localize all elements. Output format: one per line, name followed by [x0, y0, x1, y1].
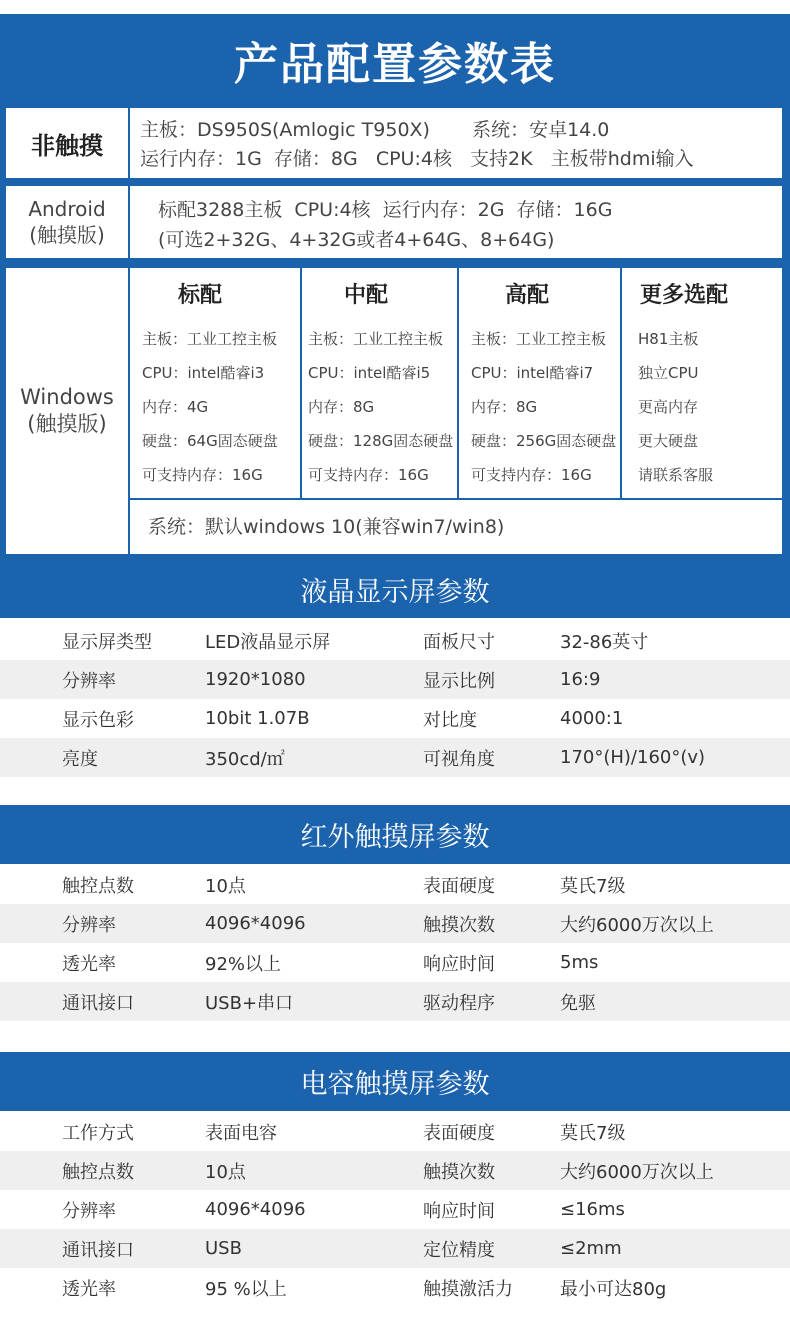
table-row — [0, 1229, 790, 1268]
spec-item: H81主板 — [638, 330, 699, 348]
param-name: 面板尺寸 — [423, 631, 495, 653]
android-label-name: Android — [28, 197, 106, 221]
param-value: 5ms — [560, 952, 599, 973]
param-value: 4096*4096 — [205, 1199, 306, 1220]
param-value: 莫氏7级 — [560, 1122, 626, 1144]
column-heading: 标配 — [178, 283, 223, 308]
param-value: USB+串口 — [205, 992, 294, 1014]
param-name: 响应时间 — [423, 1200, 495, 1222]
windows-high-column — [459, 268, 620, 498]
windows-more-options-column — [622, 268, 782, 498]
table-row — [0, 943, 790, 982]
param-value: 大约6000万次以上 — [560, 1161, 714, 1183]
table-row — [0, 1112, 790, 1151]
spec-item: 硬盘：128G固态硬盘 — [308, 432, 454, 450]
spec-item: 硬盘：64G固态硬盘 — [142, 432, 278, 450]
param-name: 显示比例 — [423, 670, 495, 692]
param-value: 170°(H)/160°(v) — [560, 747, 706, 768]
windows-system: 系统：默认windows 10(兼容win7/win8) — [130, 500, 782, 554]
table-row — [0, 738, 790, 777]
spec-item: CPU：intel酷睿i7 — [471, 364, 594, 382]
windows-label-name: Windows — [20, 385, 114, 409]
param-value: 1920*1080 — [205, 669, 306, 690]
param-value: 10点 — [205, 1161, 246, 1183]
param-name: 定位精度 — [423, 1239, 495, 1261]
param-value: USB — [205, 1238, 242, 1259]
param-value: 表面电容 — [205, 1122, 277, 1144]
param-name: 触摸次数 — [423, 914, 495, 936]
table-row — [0, 1190, 790, 1229]
spec-item: 独立CPU — [638, 364, 699, 382]
spec-item: 更高内存 — [638, 398, 699, 416]
spec-item: 请联系客服 — [638, 466, 714, 484]
param-name: 分辨率 — [62, 1200, 116, 1222]
param-value: 16:9 — [560, 669, 601, 690]
windows-standard-column — [130, 268, 300, 498]
param-value: 32-86英寸 — [560, 631, 649, 653]
android-label-version: (触摸版) — [29, 223, 105, 247]
non-touch-board: 主板：DS950S(Amlogic T950X) — [140, 119, 430, 141]
param-value: 最小可达80g — [560, 1278, 667, 1300]
non-touch-label: 非触摸 — [6, 108, 128, 178]
param-name: 响应时间 — [423, 953, 495, 975]
param-value: 10bit 1.07B — [205, 708, 310, 729]
column-heading: 高配 — [505, 283, 550, 308]
table-row — [0, 699, 790, 738]
param-name: 分辨率 — [62, 670, 116, 692]
param-name: 表面硬度 — [423, 1122, 495, 1144]
spec-item: 可支持内存：16G — [142, 466, 263, 484]
param-name: 透光率 — [62, 1278, 116, 1300]
table-row — [0, 904, 790, 943]
table-row — [0, 1151, 790, 1190]
capacitive-section-title: 电容触摸屏参数 — [0, 1052, 790, 1111]
column-heading: 更多选配 — [640, 283, 729, 308]
spec-item: 内存：4G — [142, 398, 209, 416]
non-touch-line-2: 运行内存：1G 存储：8G CPU:4核 支持2K 主板带hdmi输入 — [140, 148, 694, 170]
param-value: LED液晶显示屏 — [205, 631, 331, 653]
infrared-table — [0, 865, 790, 1021]
param-name: 亮度 — [62, 748, 98, 770]
table-row — [0, 865, 790, 904]
param-name: 对比度 — [423, 709, 477, 731]
param-value: 大约6000万次以上 — [560, 914, 714, 936]
infrared-section-title: 红外触摸屏参数 — [0, 805, 790, 864]
lcd-table — [0, 621, 790, 777]
spec-item: 主板：工业工控主板 — [471, 330, 607, 348]
spec-item: 可支持内存：16G — [308, 466, 429, 484]
param-value: 350cd/㎡ — [205, 748, 285, 770]
param-name: 可视角度 — [423, 748, 495, 770]
param-value: ≤2mm — [560, 1238, 622, 1259]
windows-mid-column — [302, 268, 457, 498]
android-line-1: 标配3288主板 CPU:4核 运行内存：2G 存储：16G — [158, 199, 613, 221]
windows-label-version: (触摸版) — [27, 412, 107, 436]
param-value: 92%以上 — [205, 953, 282, 975]
param-name: 显示屏类型 — [62, 631, 152, 653]
column-heading: 中配 — [344, 283, 389, 308]
param-name: 触控点数 — [62, 1161, 134, 1183]
page-title: 产品配置参数表 — [234, 39, 556, 90]
param-name: 通讯接口 — [62, 1239, 134, 1261]
android-specs — [130, 186, 782, 258]
table-row — [0, 982, 790, 1021]
non-touch-system: 系统：安卓14.0 — [472, 119, 610, 141]
table-row — [0, 660, 790, 699]
param-name: 通讯接口 — [62, 992, 134, 1014]
table-row — [0, 621, 790, 660]
spec-item: 内存：8G — [471, 398, 538, 416]
param-name: 表面硬度 — [423, 875, 495, 897]
param-name: 显示色彩 — [62, 709, 134, 731]
table-row — [0, 1268, 790, 1307]
param-value: 莫氏7级 — [560, 875, 626, 897]
param-value: 95 %以上 — [205, 1278, 287, 1300]
param-name: 触摸次数 — [423, 1161, 495, 1183]
non-touch-specs — [130, 108, 782, 178]
param-name: 驱动程序 — [423, 992, 495, 1014]
spec-item: 硬盘：256G固态硬盘 — [471, 432, 617, 450]
non-touch-line-1 — [140, 116, 782, 145]
param-value: 免驱 — [560, 992, 596, 1014]
param-name: 触控点数 — [62, 875, 134, 897]
param-value: ≤16ms — [560, 1199, 625, 1220]
param-name: 透光率 — [62, 953, 116, 975]
capacitive-table — [0, 1112, 790, 1307]
spec-item: CPU：intel酷睿i5 — [308, 364, 431, 382]
param-value: 4096*4096 — [205, 913, 306, 934]
spec-item: 可支持内存：16G — [471, 466, 592, 484]
spec-item: 主板：工业工控主板 — [142, 330, 278, 348]
spec-item: CPU：intel酷睿i3 — [142, 364, 265, 382]
spec-item: 主板：工业工控主板 — [308, 330, 444, 348]
spec-item: 内存：8G — [308, 398, 375, 416]
lcd-section-title: 液晶显示屏参数 — [0, 560, 790, 618]
android-line-2: (可选2+32G、4+32G或者4+64G、8+64G) — [158, 229, 555, 251]
param-name: 工作方式 — [62, 1122, 134, 1144]
windows-label — [6, 268, 128, 554]
param-name: 分辨率 — [62, 914, 116, 936]
android-label — [6, 186, 128, 258]
spec-item: 更大硬盘 — [638, 432, 699, 450]
param-name: 触摸激活力 — [423, 1278, 513, 1300]
param-value: 4000:1 — [560, 708, 624, 729]
param-value: 10点 — [205, 875, 246, 897]
